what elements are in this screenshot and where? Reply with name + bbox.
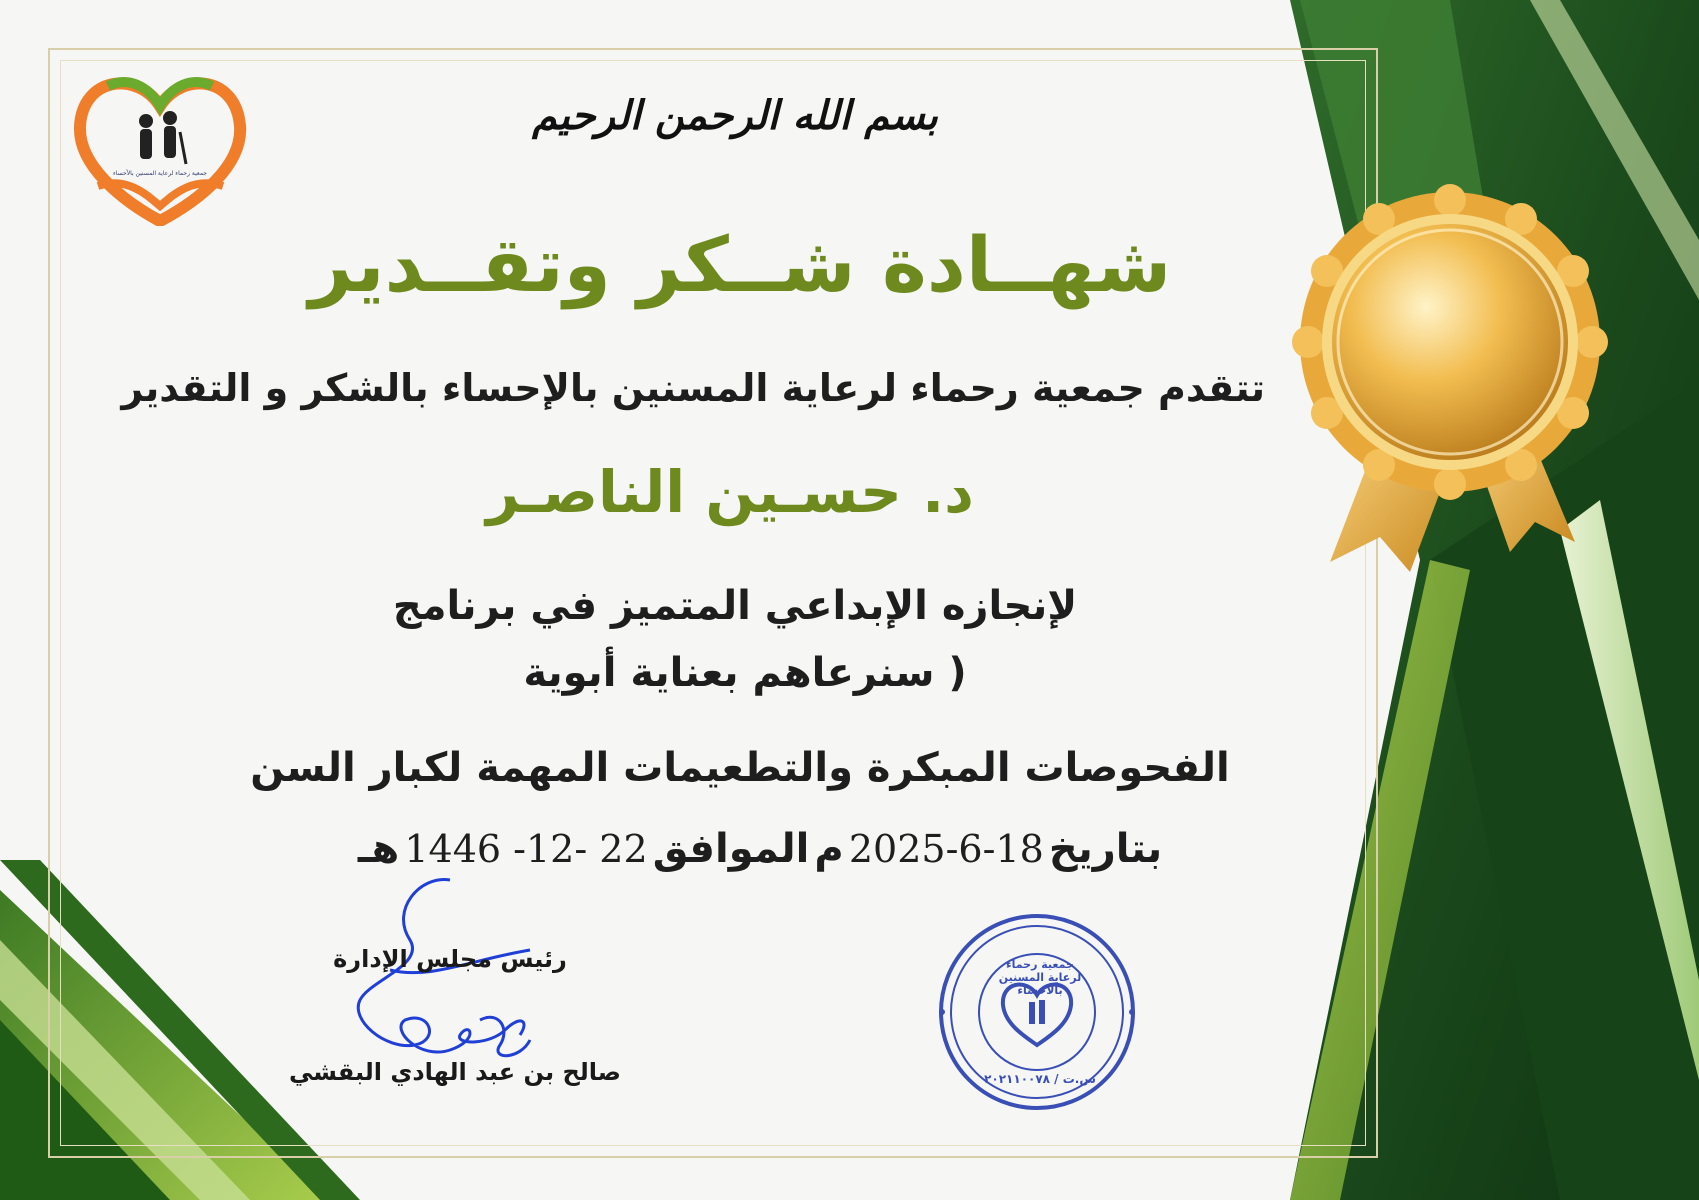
stamp-bottom-text: س.ت / ٢٠٢١١٠٠٧٨ <box>984 1072 1096 1086</box>
gregorian-suffix: م <box>814 826 844 872</box>
hijri-suffix: هـ <box>357 826 400 872</box>
achievement-line: لإنجازه الإبداعي المتميز في برنامج <box>392 583 1078 629</box>
logo-caption: جمعية رحماء لرعاية المسنين بالأحساء <box>112 170 208 177</box>
recipient-name: د. حسـين الناصـر <box>486 458 974 526</box>
date-connector: الموافق <box>652 826 810 872</box>
date-line <box>280 826 1240 872</box>
signatory-name: صالح بن عبد الهادي البقشي <box>288 1058 621 1086</box>
signatory-title: رئيس مجلس الإدارة <box>333 945 567 973</box>
stamp-top-text: جمعية رحماء لرعاية المسنين بالاحساء <box>998 958 1082 997</box>
hijri-date: 22 -12- 1446 <box>404 827 648 871</box>
certificate-title: شهــادة شــكر وتقــدير <box>308 220 1172 309</box>
gregorian-date: 18-6-2025 <box>848 827 1044 871</box>
organization-logo <box>68 66 253 226</box>
gold-medal-icon <box>1285 182 1615 582</box>
basmala: بسم الله الرحمن الرحيم <box>532 92 938 139</box>
intro-text: تتقدم جمعية رحماء لرعاية المسنين بالإحساء بالشكر و التقدير <box>121 366 1265 410</box>
date-prefix: بتاريخ <box>1048 826 1163 872</box>
program-name: ( سنرعاهم بعناية أبوية <box>523 650 967 696</box>
handwritten-signature <box>330 870 610 1080</box>
program-topic: الفحوصات المبكرة والتطعيمات المهمة لكبار السن <box>250 745 1230 791</box>
elderly-figure-icon <box>139 114 153 128</box>
